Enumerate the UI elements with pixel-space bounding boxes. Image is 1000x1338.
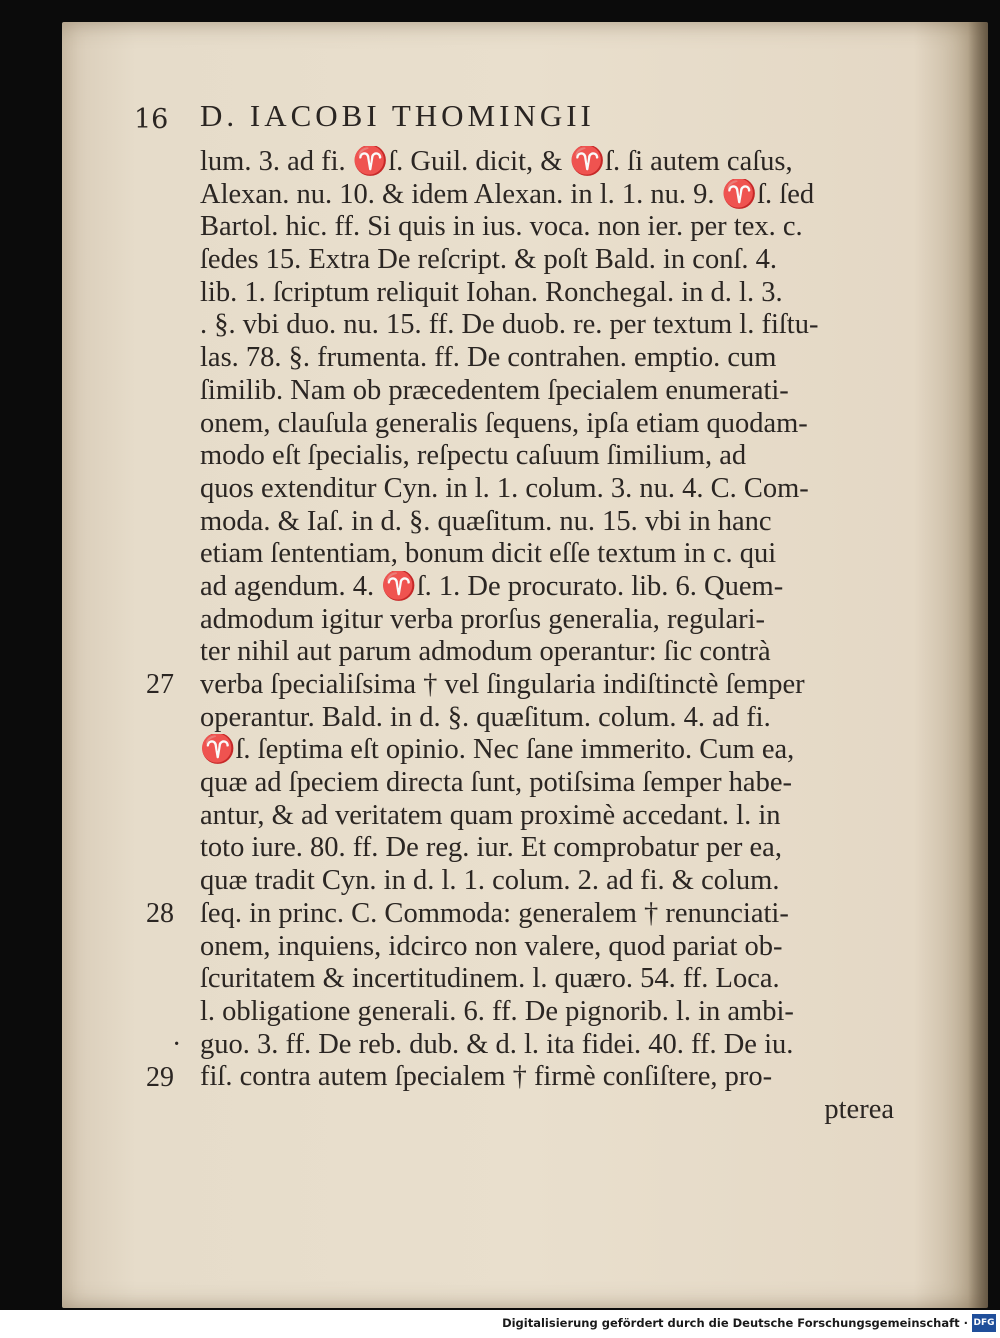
text-line: Alexan. nu. 10. & idem Alexan. in l. 1. nu. 9. ♈ſ. ſed xyxy=(200,178,815,210)
text-line: toto iure. 80. ff. De reg. iur. Et comprobatur per ea, xyxy=(200,832,782,864)
text-line: guo. 3. ff. De reb. dub. & d. l. ita fidei. 40. ff. De iu. xyxy=(200,1028,794,1060)
text-line: quos extenditur Cyn. in l. 1. colum. 3. nu. 4. C. Com- xyxy=(200,472,809,504)
text-line: onem, inquiens, idcirco non valere, quod pariat ob- xyxy=(200,930,783,962)
text-line: moda. & Iaſ. in d. §. quæſitum. nu. 15. vbi in hanc xyxy=(200,505,772,537)
text-line: las. 78. §. frumenta. ff. De contrahen. emptio. cum xyxy=(200,342,777,374)
text-line: ſcuritatem & incertitudinem. l. quæro. 54. ff. Loca. xyxy=(200,963,780,995)
text-line: quæ ad ſpeciem directa ſunt, potiſsima ſemper habe- xyxy=(200,767,792,799)
catchword: pterea xyxy=(824,1093,894,1125)
text-line: ad agendum. 4. ♈ſ. 1. De procurato. lib. 6. Quem- xyxy=(200,570,784,602)
funding-credit: Digitalisierung gefördert durch die Deutsche Forschungsgemeinschaft · xyxy=(502,1316,968,1330)
text-line: Bartol. hic. ff. Si quis in ius. voca. non ier. per tex. c. xyxy=(200,211,803,243)
margin-number: 28 xyxy=(146,898,174,930)
text-line: ter nihil aut parum admodum operantur: ſic contrà xyxy=(200,636,771,668)
text-line: lum. 3. ad fi. ♈ſ. Guil. dicit, & ♈ſ. ſi autem caſus, xyxy=(200,146,793,177)
text-line: onem, clauſula generalis ſequens, ipſa etiam quodam- xyxy=(200,407,808,439)
page-header xyxy=(134,98,854,138)
text-line: ♈ſ. ſeptima eſt opinio. Nec ſane immerito. Cum ea, xyxy=(200,734,795,766)
footer-band xyxy=(0,1310,1000,1338)
text-line: ſimilib. Nam ob præcedentem ſpecialem enumerati- xyxy=(200,374,789,406)
text-line: verba ſpecialiſsima † vel ſingularia indiſtinctè ſemper xyxy=(200,669,805,700)
text-line: quæ tradit Cyn. in d. l. 1. colum. 2. ad fi. & colum. xyxy=(200,865,780,897)
margin-number: · xyxy=(172,1028,182,1060)
text-line: fiſ. contra autem ſpecialem † firmè conſiſtere, pro- xyxy=(200,1061,773,1093)
body-text xyxy=(200,146,900,1127)
text-line: ſeq. in princ. C. Commoda: generalem † renunciati- xyxy=(200,897,789,929)
running-head: D. IACOBI THOMINGII xyxy=(200,98,595,133)
text-line: l. obligatione generali. 6. ff. De pignorib. l. in ambi- xyxy=(200,995,794,1027)
margin-number: 29 xyxy=(146,1061,174,1093)
text-line: antur, & ad veritatem quam proximè accedant. l. in xyxy=(200,799,781,831)
text-line: . §. vbi duo. nu. 15. ff. De duob. re. per textum l. fiſtu- xyxy=(200,309,819,341)
text-line: admodum igitur verba prorſus generalia, regulari- xyxy=(200,603,766,635)
text-line: lib. 1. ſcriptum reliquit Iohan. Ronchegal. in d. l. 3. xyxy=(200,276,783,308)
text-line: operantur. Bald. in d. §. quæſitum. colum. 4. ad fi. xyxy=(200,701,771,733)
page-number: 16 xyxy=(134,104,169,135)
text-line: ſedes 15. Extra De reſcript. & poſt Bald. in conſ. 4. xyxy=(200,244,777,276)
text-line: etiam ſententiam, bonum dicit eſſe textum in c. qui xyxy=(200,538,777,570)
dfg-logo-icon: DFG xyxy=(972,1314,996,1332)
margin-number: 27 xyxy=(146,669,174,701)
text-line: modo eſt ſpecialis, reſpectu caſuum ſimilium, ad xyxy=(200,440,747,472)
